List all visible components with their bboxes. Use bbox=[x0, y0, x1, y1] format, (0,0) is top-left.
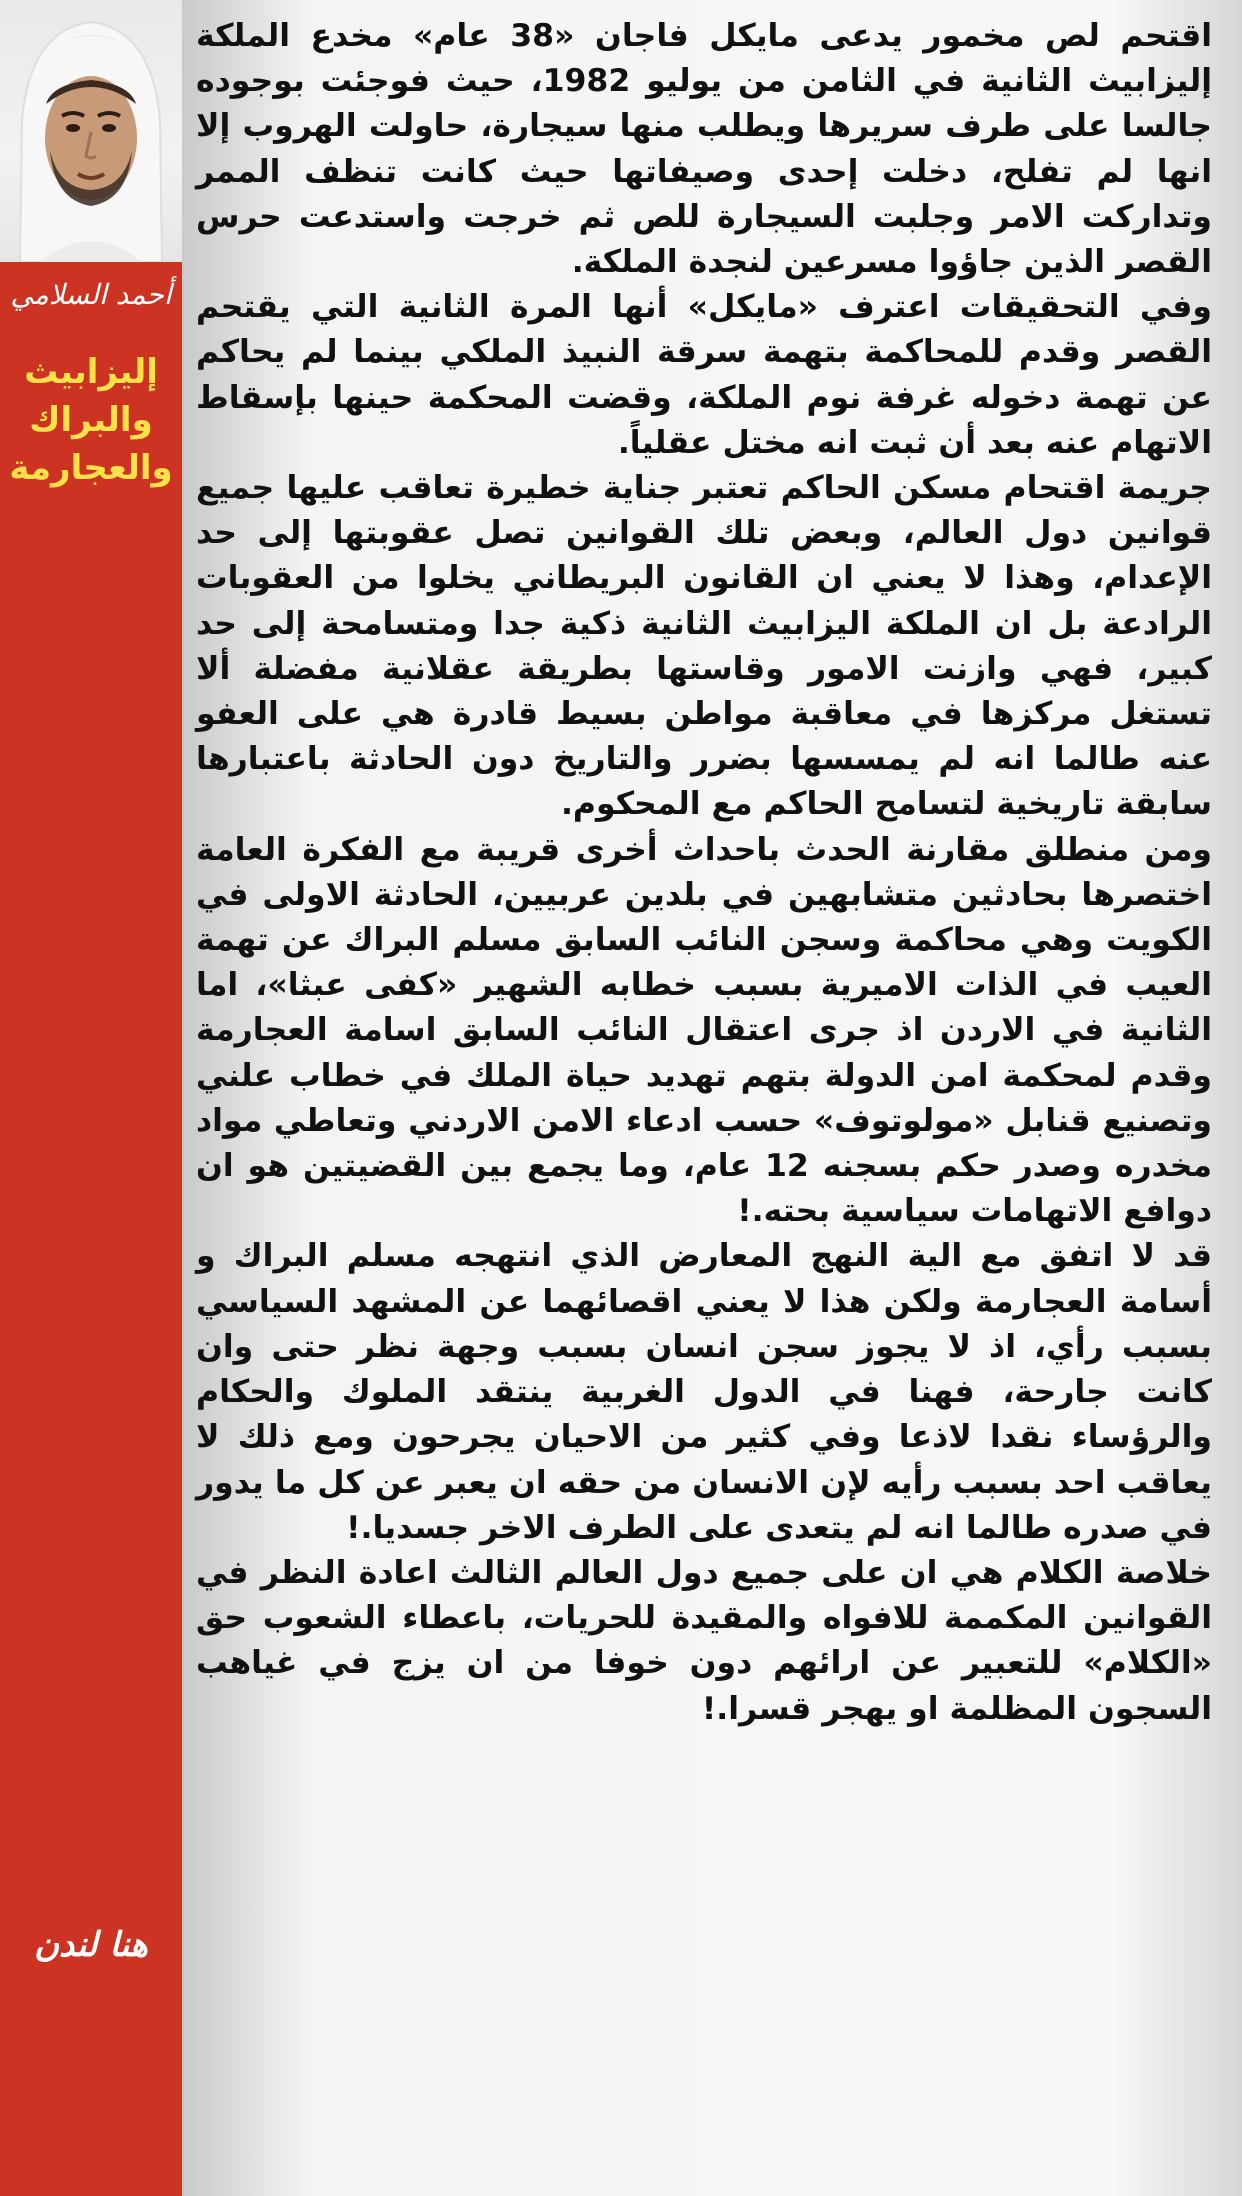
column-title-line: والبراك bbox=[29, 400, 153, 440]
sidebar bbox=[0, 0, 182, 2196]
author-portrait-image bbox=[0, 0, 182, 262]
column-title-line: إليزابيث bbox=[24, 352, 158, 392]
article-paragraph: ومن منطلق مقارنة الحدث باحداث أخرى قريبة مع الفكرة العامة اختصرها بحادثين متشابهين في بلدين عربيين، الحادثة الاولى في الكويت وهي محاكمة وسجن النائب السابق مسلم البراك عن تهمة العيب في الذات الاميرية بسبب خطابه الشهير «كفى عبثا»، اما الثانية في الاردن اذ جرى اعتقال النائب السابق اسامة العجارمة وقدم لمحكمة امن الدولة بتهم تهديد حياة الملك في خطاب علني وتصنيع قنابل «مولوتوف» حسب ادعاء الامن الاردني وتعاطي مواد مخدره وصدر حكم بسجنه 12 عام، وما يجمع بين القضيتين هو ان دوافع الاتهامات سياسية بحته.! bbox=[196, 831, 1212, 1230]
article-paragraph: اقتحم لص مخمور يدعى مايكل فاجان «38 عام» مخدع الملكة إليزابيث الثانية في الثامن من يوليو 1982، حيث فوجئت بوجوده جالسا على طرف سريرها ويطلب منها سيجارة، حاولت الهروب إلا انها لم تفلح، دخلت إحدى وصيفاتها حيث كانت تنظف الممر وتداركت الامر وجلبت السيجارة للص ثم خرجت واستدعت حرس القصر الذين جاؤوا مسرعين لنجدة الملكة. bbox=[196, 18, 1213, 281]
article-paragraph: وفي التحقيقات اعترف «مايكل» أنها المرة الثانية التي يقتحم القصر وقدم للمحاكمة بتهمة سرقة النبيذ الملكي بينما لم يحاكم عن تهمة دخوله غرفة نوم الملكة، وقضت المحكمة حينها بإسقاط الاتهام عنه بعد أن ثبت انه مختل عقلياً. bbox=[196, 289, 1212, 461]
article-body bbox=[182, 0, 1242, 2196]
author-name: أحمد السلامي bbox=[10, 278, 172, 311]
article-paragraph: جريمة اقتحام مسكن الحاكم تعتبر جناية خطيرة تعاقب عليها جميع قوانين دول العالم، وبعض تلك القوانين تصل عقوبتها إلى حد الإعدام، وهذا لا يعني ان القانون البريطاني يخلوا من العقوبات الرادعة بل ان الملكة اليزابيث الثانية ذكية جدا ومتسامحة إلى حد كبير، فهي وازنت الامور وقاستها بطريقة عقلانية مفضلة ألا تستغل مركزها في معاقبة مواطن بسيط قادرة هي على العفو عنه طالما انه لم يمسسها بضرر والتاريخ دون الحادثة باعتبارها سابقة تاريخية لتسامح الحاكم مع المحكوم. bbox=[196, 470, 1212, 823]
author-photo bbox=[0, 0, 182, 262]
column-title-line: والعجارمة bbox=[9, 448, 173, 488]
article-paragraph: خلاصة الكلام هي ان على جميع دول العالم الثالث اعادة النظر في القوانين المكممة للافواه والمقيدة للحريات، باعطاء الشعوب حق «الكلام» للتعبير عن ارائهم دون خوفا من ان يزج في غياهب السجون المظلمة او يهجر قسرا.! bbox=[196, 1554, 1212, 1727]
column-name: هنا لندن bbox=[34, 1925, 148, 1965]
column-title bbox=[0, 348, 182, 492]
article-paragraph: قد لا اتفق مع الية النهج المعارض الذي انتهجه مسلم البراك و أسامة العجارمة ولكن هذا لا يعني اقصائهما عن المشهد السياسي بسبب رأي، اذ لا يجوز سجن انسان بسبب وجهة نظر حتى وان كانت جارحة، فهنا في الدول الغربية ينتقد الملوك والحكام والرؤساء نقدا لاذعا وفي كثير من الاحيان يجرحون ومع ذلك لا يعاقب احد بسبب رأيه لإن الانسان من حقه ان يعبر عن كل ما يدور في صدره طالما انه لم يتعدى على الطرف الاخر جسديا.! bbox=[196, 1238, 1212, 1546]
